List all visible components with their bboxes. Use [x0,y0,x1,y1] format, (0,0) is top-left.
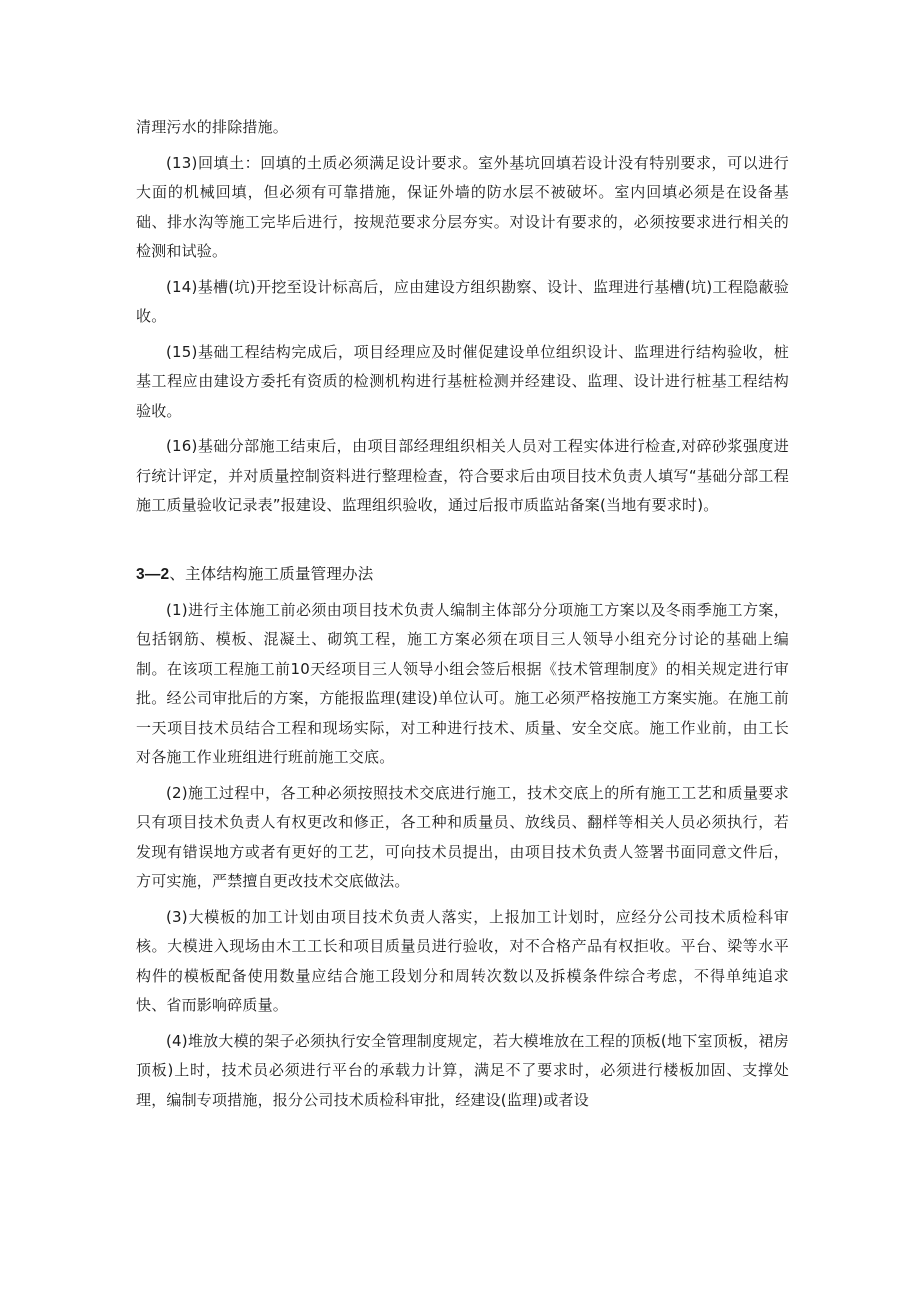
document-body [136,113,789,1121]
paragraph-continuation: 清理污水的排除措施。 [136,118,289,136]
section-title: 、主体结构施工质量管理办法 [169,564,374,583]
paragraph-item-16: (16)基础分部施工结束后，由项目部经理组织相关人员对工程实体进行检查,对碎砂浆强度进行统计评定，并对质量控制资料进行整理检查，符合要求后由项目技术负责人填写“基础分部工程施工质量验收记录表”报建设、监理组织验收，通过后报市质监站备案(当地有要求时)。 [136,437,789,514]
section-number: 3—2 [136,565,170,583]
paragraph-item-15: (15)基础工程结构完成后，项目经理应及时催促建设单位组织设计、监理进行结构验收，桩基工程应由建设方委托有资质的检测机构进行基桩检测并经建设、监理、设计进行桩基工程结构验收。 [136,342,789,420]
paragraph-item-3: (3)大模板的加工计划由项目技术负责人落实，上报加工计划时，应经分公司技术质检科审核。大模进入现场由木工工长和项目质量员进行验收，对不合格产品有权拒收。平台、梁等水平构件的模板配备使用数量应结合施工段划分和周转次数以及拆模条件综合考虑，不得单纯追求快、省而影响碎质量。 [136,907,789,1014]
paragraph-item-1: (1)进行主体施工前必须由项目技术负责人编制主体部分分项施工方案以及冬雨季施工方案，包括钢筋、模板、混凝土、砌筑工程，施工方案必须在项目三人领导小组充分讨论的基础上编制。在该项工程施工前10天经项目三人领导小组会签后根据《技术管理制度》的相关规定进行审批。经公司审批后的方案，方能报监理(建设)单位认可。施工必须严格按施工方案实施。在施工前一天项目技术员结合工程和现场实际，对工种进行技术、质量、安全交底。施工作业前，由工长对各施工作业班组进行班前施工交底。 [136,600,789,766]
paragraph-item-2: (2)施工过程中，各工种必须按照技术交底进行施工，技术交底上的所有施工工艺和质量要求只有项目技术负责人有权更改和修正，各工种和质量员、放线员、翻样等相关人员必须执行，若发现有错误地方或者有更好的工艺，可向技术员提出，由项目技术负责人签署书面同意文件后，方可实施，严禁擅自更改技术交底做法。 [136,783,789,890]
section-heading [136,559,789,590]
paragraph-item-13: (13)回填土：回填的土质必须满足设计要求。室外基坑回填若设计没有特别要求，可以进行大面的机械回填，但必须有可靠措施，保证外墙的防水层不被破坏。室内回填必须是在设备基础、排水沟等施工完毕后进行，按规范要求分层夯实。对设计有要求的，必须按要求进行相关的检测和试验。 [136,153,789,260]
paragraph-item-4: (4)堆放大模的架子必须执行安全管理制度规定，若大模堆放在工程的顶板(地下室顶板，裙房顶板)上时，技术员必须进行平台的承载力计算，满足不了要求时，必须进行楼板加固、支撑处理，编制专项措施，报分公司技术质检科审批，经建设(监理)或者设 [136,1031,789,1109]
paragraph-item-14: (14)基槽(坑)开挖至设计标高后，应由建设方组织勘察、设计、监理进行基槽(坑)工程隐蔽验收。 [136,277,789,325]
